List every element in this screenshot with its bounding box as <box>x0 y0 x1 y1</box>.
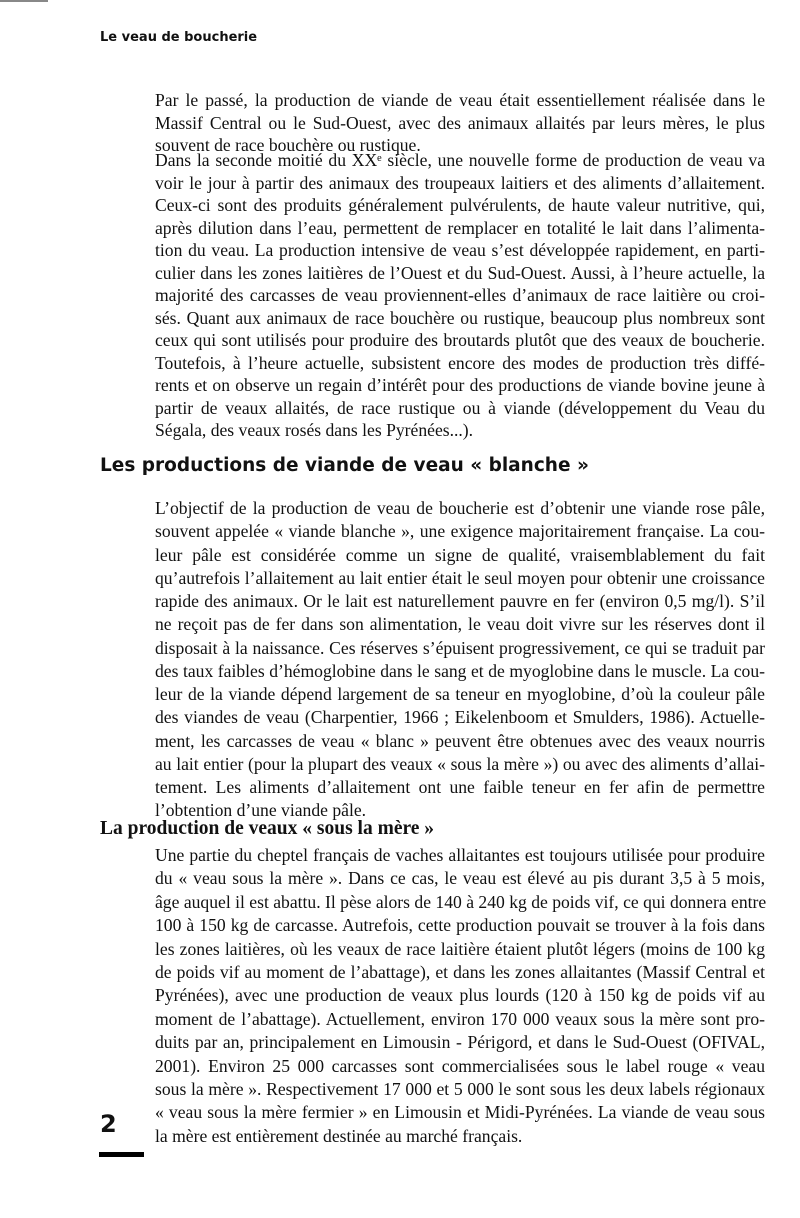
text-line: des taux faibles d’hémoglobine dans le sang et de myoglobine dans le muscle. La cou- <box>155 660 765 681</box>
paragraph-1 <box>155 89 765 157</box>
paragraph-4 <box>155 844 765 1148</box>
text-line: souvent appelée « viande blanche », une exigence majoritairement française. La cou- <box>155 521 765 542</box>
text-line: rapide des animaux. Or le lait est naturellement pauvre en fer (environ 0,5 mg/l). S’il <box>155 591 765 611</box>
text-line: au lait entier (pour la plupart des veaux « sous la mère ») ou avec des aliments d’allai- <box>155 753 765 774</box>
text-line: Une partie du cheptel français de vaches allaitantes est toujours utilisée pour produire <box>155 845 765 865</box>
text-line: Par le passé, la production de viande de veau était essentiellement réalisée dans le <box>155 90 765 110</box>
text-line: âge auquel il est abattu. Il pèse alors de 140 à 240 kg de poids vif, ce qui donnera entre <box>155 891 767 912</box>
text-line: Toutefois, à l’heure actuelle, subsistent encore des modes de production très diffé- <box>155 352 765 373</box>
text-line: Ceux-ci sont des produits généralement pulvérulents, de haute valeur nutritive, qui, <box>155 195 765 215</box>
text-line: l’obtention d’une viande pâle. <box>155 800 367 821</box>
text-line: du « veau sous la mère ». Dans ce cas, le veau est élevé au pis durant 3,5 à 5 mois, <box>155 868 765 889</box>
text-line: qu’autrefois l’allaitement au lait entier était le seul moyen pour obtenir une croissance <box>155 567 765 588</box>
text-line: sés. Quant aux animaux de race bouchère ou rustique, beaucoup plus nombreux sont <box>155 307 765 328</box>
text-line: ne reçoit pas de fer dans son alimentation, le veau doit vivre sur les réserves dont il <box>155 614 765 635</box>
text-line: sous la mère ». Respectivement 17 000 et 5 000 le sont sous les deux labels régionaux <box>155 1078 765 1099</box>
text-line: Dans la seconde moitié du XXᵉ siècle, une nouvelle forme de production de veau va <box>155 150 765 170</box>
text-line: tement. Les aliments d’allaitement ont une faible teneur en fer afin de permettre <box>155 777 765 797</box>
text-line: Pyrénées), avec une production de veaux plus lourds (120 à 150 kg de poids vif au <box>155 985 765 1006</box>
text-line: 2001). Environ 25 000 carcasses sont commercialisées sous le label rouge « veau <box>155 1055 765 1076</box>
text-line: de poids vif au moment de l’abattage), et dans les zones allaitantes (Massif Central et <box>155 961 765 982</box>
text-line: « veau sous la mère fermier » en Limousin et Midi-Pyrénées. La viande de veau sous <box>155 1102 765 1123</box>
running-header: Le veau de boucherie <box>100 30 258 45</box>
text-line: ceux qui sont utilisés pour produire des broutards plutôt que des veaux de boucherie. <box>155 330 765 350</box>
page-number-bar <box>99 1152 144 1157</box>
text-line: Ségala, des veaux rosés dans les Pyrénées...). <box>155 420 474 440</box>
text-line: après dilution dans l’eau, permettent de remplacer en totalité le lait dans l’alimenta- <box>155 217 765 238</box>
text-line: les zones laitières, où les veaux de race laitière étaient plutôt légers (moins de 100 kg <box>155 938 765 959</box>
text-line: ment, les carcasses de veau « blanc » peuvent être obtenues avec des veaux nourris <box>155 730 765 751</box>
text-line: rents et on observe un regain d’intérêt pour des productions de viande bovine jeune à <box>155 375 765 395</box>
subsection-heading-sous-la-mere: La production de veaux « sous la mère » <box>100 818 435 839</box>
text-line: disposait à la naissance. Ces réserves s’épuisent progressivement, ce qui se traduit par <box>155 637 765 658</box>
page-number: 2 <box>100 1110 117 1138</box>
text-line: partir de veaux allaités, de race rustique ou à viande (développement du Veau du <box>155 397 765 418</box>
text-line: leur de la viande dépend largement de sa teneur en myoglobine, d’où la couleur pâle <box>155 684 765 704</box>
section-heading-veau-blanche: Les productions de viande de veau « blanche » <box>100 455 589 476</box>
text-line: moment de l’abattage). Actuellement, environ 170 000 veaux sous la mère sont pro- <box>155 1008 765 1029</box>
paragraph-2 <box>155 149 765 442</box>
text-line: la mère est entièrement destinée au marché français. <box>155 1125 523 1146</box>
text-line: culier dans les zones laitières de l’Ouest et du Sud-Ouest. Aussi, à l’heure actuelle, la <box>155 262 765 283</box>
text-line: L’objectif de la production de veau de boucherie est d’obtenir une viande rose pâle, <box>155 498 765 518</box>
text-line: souvent de race bouchère ou rustique. <box>155 135 421 155</box>
paragraph-3 <box>155 497 765 823</box>
text-line: duits par an, principalement en Limousin - Périgord, et dans le Sud-Ouest (OFIVAL, <box>155 1032 765 1053</box>
text-line: tion du veau. La production intensive de veau s’est développée rapidement, en parti- <box>155 240 765 260</box>
text-line: des viandes de veau (Charpentier, 1966 ; Eikelenboom et Smulders, 1986). Actuelle- <box>155 707 765 728</box>
text-line: 100 à 150 kg de carcasse. Autrefois, cette production pouvait se trouver à la fois dans <box>155 915 765 936</box>
text-line: Massif Central ou le Sud-Ouest, avec des animaux allaités par leurs mères, le plus <box>155 112 765 133</box>
text-line: majorité des carcasses de veau proviennent-elles d’animaux de race laitière ou croi- <box>155 285 765 305</box>
text-line: voir le jour à partir des animaux des troupeaux laitiers et des aliments d’allaitement. <box>155 172 765 193</box>
scan-edge-line <box>0 0 48 2</box>
text-line: leur pâle est considérée comme un signe de qualité, vraisemblablement du fait <box>155 544 765 565</box>
